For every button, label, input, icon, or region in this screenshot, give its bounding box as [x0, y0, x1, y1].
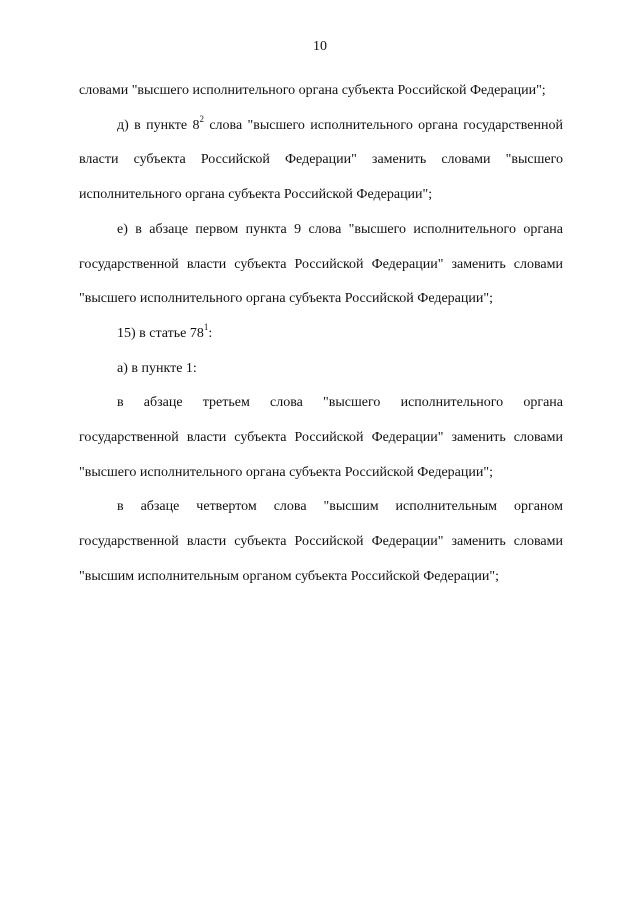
paragraph-item-15: [79, 317, 563, 352]
superscript-2: 2: [199, 114, 204, 125]
document-body: [79, 74, 563, 595]
page-number: 10: [313, 39, 327, 54]
paragraph-item-15-start: 15) в статье 78: [117, 325, 204, 341]
paragraph-third-abzac: в абзаце третьем слова "высшего исполнительного органа государственной власти субъекта Российской Федерации" заменить словами "высшего исполнительного органа субъекта Российской Федерации";: [79, 395, 563, 480]
paragraph-item-d: [79, 109, 563, 213]
paragraph-item-a: а) в пункте 1:: [117, 360, 197, 376]
paragraph-item-e: е) в абзаце первом пункта 9 слова "высшего исполнительного органа государственной власти субъекта Российской Федерации" заменить словами "высшего исполнительного органа субъекта Российской Федерации";: [79, 221, 563, 307]
paragraph-continuation: словами "высшего исполнительного органа субъекта Российской Федерации";: [79, 83, 546, 98]
paragraph-item-d-start: д) в пункте 8: [117, 117, 200, 133]
paragraph-item-15-end: :: [208, 325, 213, 341]
paragraph-fourth-abzac: в абзаце четвертом слова "высшим исполнительным органом государственной власти субъекта Российской Федерации" заменить словами "высшим исполнительным органом субъекта Российской Федерации";: [79, 499, 563, 584]
superscript-1: 1: [203, 322, 209, 333]
paragraph-item-d-end: слова "высшего исполнительного органа государственной власти субъекта Российской Федерации" заменить словами "высшего исполнительного органа субъекта Российской Федерации";: [79, 117, 563, 203]
